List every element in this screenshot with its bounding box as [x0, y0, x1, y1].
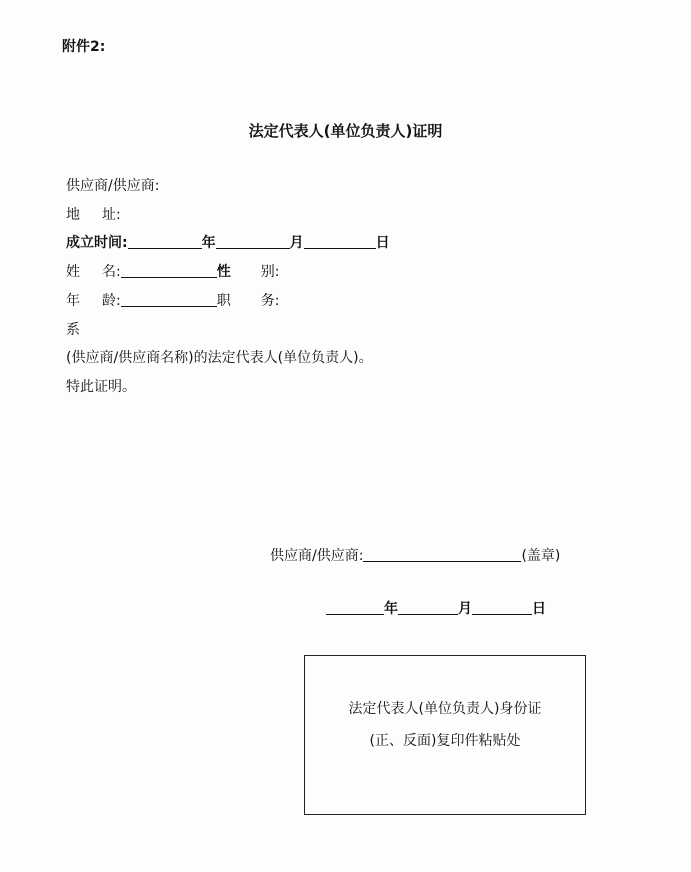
signature-date [326, 598, 546, 618]
address-label-char1: 地 [66, 207, 80, 223]
age-blank[interactable] [121, 292, 217, 307]
relation-line: 系 [66, 322, 80, 338]
name-label-char1: 姓 [66, 264, 80, 280]
signature-year-label: 年 [384, 601, 398, 617]
address-label-char2: 址: [102, 207, 121, 223]
established-month-blank[interactable] [216, 234, 290, 249]
signature-year-blank[interactable] [326, 600, 384, 615]
established-field [66, 232, 390, 252]
gender-label-char2: 别: [260, 264, 280, 280]
established-day-blank[interactable] [304, 234, 376, 249]
supplier-label: 供应商/供应商: [66, 178, 160, 194]
signature-supplier-label: 供应商/供应商: [270, 548, 364, 564]
year-label: 年 [201, 235, 216, 251]
month-label: 月 [289, 235, 304, 251]
name-field [66, 261, 279, 281]
signature-supplier [270, 545, 560, 565]
id-card-paste-box [304, 655, 586, 815]
signature-month-blank[interactable] [398, 600, 458, 615]
id-box-line2: (正、反面)复印件粘贴处 [369, 733, 521, 749]
gender-label-char1: 性 [216, 264, 231, 280]
attachment-label: 附件2: [62, 39, 106, 55]
established-label: 成立时间: [66, 235, 128, 251]
name-blank[interactable] [121, 263, 217, 278]
seal-label: (盖章) [521, 548, 561, 564]
supplier-field [66, 175, 159, 195]
signature-month-label: 月 [458, 601, 472, 617]
age-label-char2: 龄: [102, 293, 121, 309]
signature-supplier-blank[interactable] [363, 547, 521, 562]
id-box-line1: 法定代表人(单位负责人)身份证 [348, 701, 542, 717]
signature-day-blank[interactable] [472, 600, 532, 615]
statement-line: (供应商/供应商名称)的法定代表人(单位负责人)。 [66, 350, 373, 366]
position-label-char2: 务: [260, 293, 280, 309]
age-label-char1: 年 [66, 293, 80, 309]
certify-line: 特此证明。 [66, 379, 136, 395]
day-label: 日 [375, 235, 390, 251]
name-label-char2: 名: [102, 264, 121, 280]
address-field [66, 204, 121, 224]
position-label-char1: 职 [216, 293, 231, 309]
established-year-blank[interactable] [128, 234, 202, 249]
signature-day-label: 日 [532, 601, 546, 617]
age-field [66, 290, 279, 310]
document-title: 法定代表人(单位负责人)证明 [248, 122, 443, 140]
